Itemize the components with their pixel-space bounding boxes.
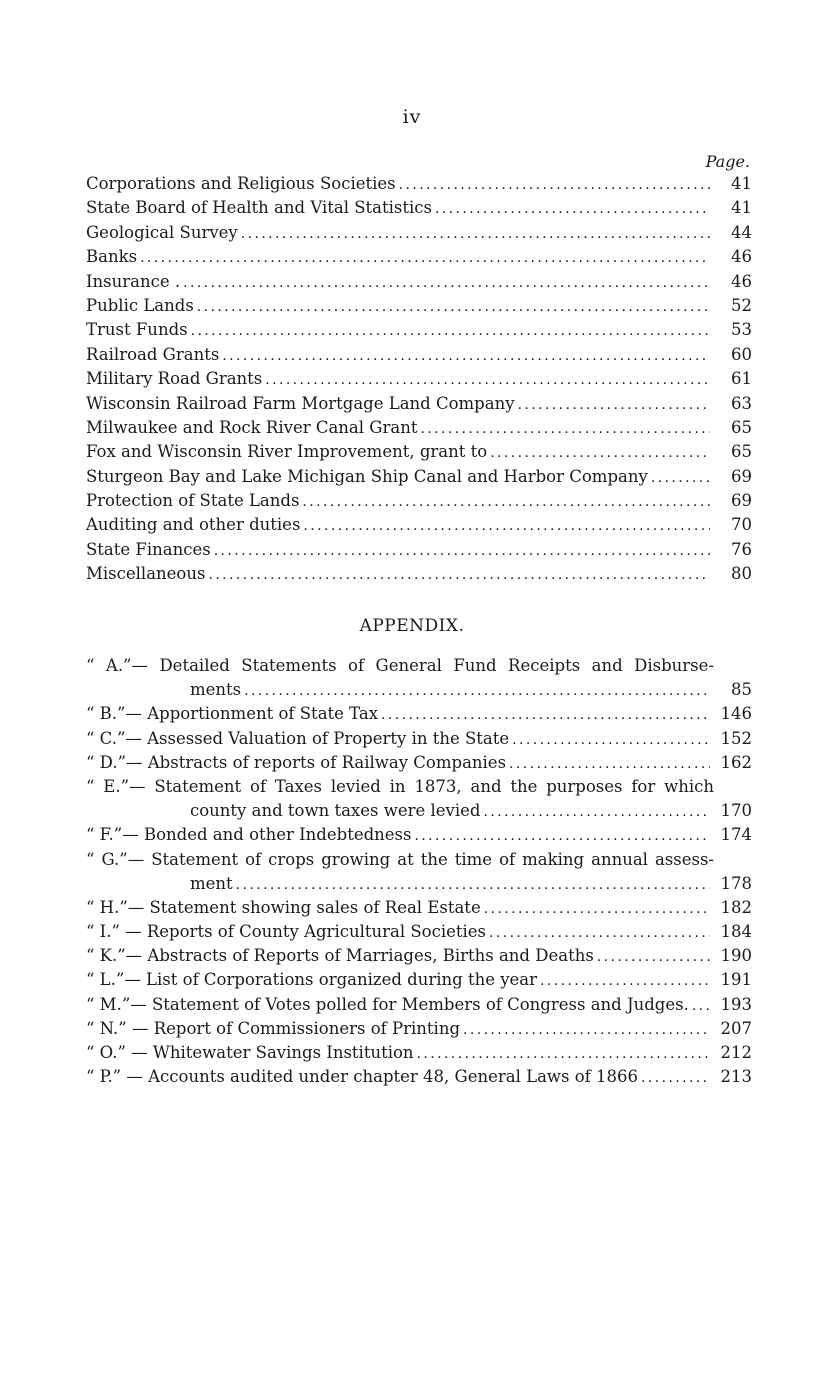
appendix-row <box>86 944 752 968</box>
dot-leader <box>214 539 710 563</box>
toc-row <box>86 489 752 513</box>
appendix-entry-page: 162 <box>720 752 752 772</box>
dot-leader <box>518 393 710 417</box>
toc-entry-label: Auditing and other duties <box>86 515 301 535</box>
toc-entry-label: Trust Funds <box>86 320 188 340</box>
table-of-contents <box>86 172 752 587</box>
appendix-entry-label: “ M.”— Statement of Votes polled for Members of Congress and Judges. <box>86 994 689 1014</box>
appendix-contents <box>86 654 752 1089</box>
toc-entry-label: Insurance . <box>86 271 181 291</box>
appendix-entry-label: “ D.”— Abstracts of reports of Railway Companies <box>86 752 507 772</box>
appendix-entry-page: 85 <box>731 680 752 700</box>
toc-entry-label: Public Lands <box>86 295 194 315</box>
appendix-entry-label: “ H.”— Statement showing sales of Real Estate <box>86 897 481 917</box>
toc-row <box>86 221 752 245</box>
appendix-row <box>86 872 752 896</box>
toc-row <box>86 440 752 464</box>
toc-entry-page: 70 <box>731 515 752 535</box>
dot-leader <box>509 752 710 776</box>
toc-row <box>86 294 752 318</box>
appendix-row <box>86 993 752 1017</box>
dot-leader <box>208 563 710 587</box>
appendix-row <box>86 968 752 992</box>
toc-entry-page: 69 <box>731 466 752 486</box>
dot-leader <box>597 945 710 969</box>
toc-entry-page: 76 <box>731 539 752 559</box>
dot-leader <box>241 222 710 246</box>
dot-leader <box>244 679 710 703</box>
toc-entry-page: 52 <box>731 295 752 315</box>
appendix-row <box>86 823 752 847</box>
appendix-row <box>86 702 752 726</box>
appendix-entry-label: “ B.”— Apportionment of State Tax <box>86 704 379 724</box>
appendix-entry-label: “ O.” — Whitewater Savings Institution <box>86 1043 414 1062</box>
dot-leader <box>540 969 710 993</box>
toc-row <box>86 245 752 269</box>
dot-leader <box>191 319 710 343</box>
appendix-entry-page: 170 <box>720 801 752 821</box>
toc-entry-label: Geological Survey <box>86 222 238 242</box>
dot-leader <box>417 1042 710 1066</box>
appendix-entry-page: 184 <box>720 922 752 942</box>
page-column-label: Page. <box>705 152 750 171</box>
dot-leader <box>463 1018 710 1042</box>
appendix-row <box>86 727 752 751</box>
toc-row <box>86 416 752 440</box>
appendix-entry-label: “ N.” — Report of Commissioners of Printing <box>86 1018 461 1038</box>
appendix-entry-page: 146 <box>720 704 752 724</box>
appendix-entry-label: “ G.”— Statement of crops growing at the time of making annual assess- <box>86 849 714 869</box>
appendix-entry-label: “ F.”— Bonded and other Indebtedness <box>86 825 412 845</box>
dot-leader <box>302 490 710 514</box>
toc-entry-label: Railroad Grants <box>86 344 220 364</box>
appendix-entry-label: “ E.”— Statement of Taxes levied in 1873, and the purposes for which <box>86 776 714 796</box>
toc-entry-label: Sturgeon Bay and Lake Michigan Ship Canal and Harbor Company <box>86 466 648 486</box>
dot-leader <box>490 441 710 465</box>
toc-entry-label: Milwaukee and Rock River Canal Grant <box>86 417 418 437</box>
toc-row <box>86 367 752 391</box>
appendix-row <box>86 920 752 944</box>
appendix-row <box>86 1017 752 1041</box>
toc-entry-page: 65 <box>731 442 752 462</box>
appendix-entry-label: “ C.”— Assessed Valuation of Property in the State <box>86 728 510 748</box>
dot-leader <box>484 897 710 921</box>
dot-leader <box>641 1066 710 1090</box>
dot-leader <box>381 703 710 727</box>
toc-row <box>86 343 752 367</box>
toc-row <box>86 465 752 489</box>
appendix-row <box>86 896 752 920</box>
appendix-entry-label: “ A.”— Detailed Statements of General Fund Receipts and Disburse- <box>86 656 714 675</box>
appendix-entry-label: “ I.” — Reports of County Agricultural Societies <box>86 922 487 942</box>
appendix-entry-label: ment <box>190 873 233 893</box>
appendix-entry-label: “ L.”— List of Corporations organized during the year <box>86 970 538 990</box>
toc-entry-page: 41 <box>731 198 752 218</box>
dot-leader <box>692 994 710 1018</box>
dot-leader <box>265 368 710 392</box>
appendix-row <box>86 775 752 799</box>
toc-entry-label: Miscellaneous <box>86 564 206 584</box>
appendix-entry-page: 212 <box>720 1043 752 1062</box>
appendix-row <box>86 848 752 872</box>
dot-leader <box>435 197 710 221</box>
dot-leader <box>512 728 710 752</box>
appendix-entry-page: 207 <box>720 1018 752 1038</box>
appendix-entry-page: 182 <box>720 897 752 917</box>
dot-leader <box>183 271 710 295</box>
page-number: iv <box>402 106 422 128</box>
appendix-entry-page: 152 <box>720 728 752 748</box>
appendix-entry-page: 174 <box>720 825 752 845</box>
toc-row <box>86 562 752 586</box>
toc-entry-label: State Board of Health and Vital Statistics <box>86 198 432 218</box>
dot-leader <box>483 800 710 824</box>
appendix-row <box>86 678 752 702</box>
toc-entry-label: Protection of State Lands <box>86 491 300 511</box>
toc-entry-label: Banks <box>86 247 138 267</box>
dot-leader <box>420 417 710 441</box>
appendix-entry-label: “ P.” — Accounts audited under chapter 48, General Laws of 1866 <box>86 1067 639 1087</box>
toc-entry-page: 53 <box>731 320 752 340</box>
toc-entry-page: 41 <box>731 174 752 193</box>
toc-row <box>86 318 752 342</box>
appendix-row <box>86 1065 752 1089</box>
toc-entry-page: 69 <box>731 491 752 511</box>
toc-row <box>86 538 752 562</box>
dot-leader <box>236 873 710 897</box>
toc-row <box>86 392 752 416</box>
appendix-row <box>86 654 752 678</box>
dot-leader <box>222 344 710 368</box>
toc-entry-page: 80 <box>731 564 752 584</box>
toc-entry-label: State Finances <box>86 539 211 559</box>
toc-entry-page: 61 <box>731 369 752 389</box>
appendix-entry-label: ments <box>190 680 242 700</box>
dot-leader <box>489 921 710 945</box>
toc-entry-page: 60 <box>731 344 752 364</box>
dot-leader <box>414 824 710 848</box>
appendix-entry-page: 193 <box>720 994 752 1014</box>
appendix-entry-page: 178 <box>720 873 752 893</box>
appendix-row <box>86 1041 752 1065</box>
toc-entry-label: Wisconsin Railroad Farm Mortgage Land Company <box>86 393 515 413</box>
appendix-entry-label: “ K.”— Abstracts of Reports of Marriages, Births and Deaths <box>86 946 594 966</box>
toc-entry-page: 65 <box>731 417 752 437</box>
toc-entry-page: 46 <box>731 247 752 267</box>
toc-row <box>86 270 752 294</box>
appendix-entry-label: county and town taxes were levied <box>190 801 481 821</box>
toc-row <box>86 513 752 537</box>
toc-entry-page: 44 <box>731 222 752 242</box>
appendix-row <box>86 751 752 775</box>
appendix-entry-page: 191 <box>720 970 752 990</box>
toc-row <box>86 196 752 220</box>
appendix-heading: APPENDIX. <box>359 616 465 636</box>
toc-entry-label: Corporations and Religious Societies <box>86 174 396 193</box>
toc-entry-page: 63 <box>731 393 752 413</box>
dot-leader <box>399 173 710 197</box>
appendix-entry-page: 190 <box>720 946 752 966</box>
dot-leader <box>140 246 710 270</box>
appendix-entry-page: 213 <box>720 1067 752 1087</box>
toc-entry-label: Fox and Wisconsin River Improvement, grant to <box>86 442 488 462</box>
toc-row <box>86 172 752 196</box>
dot-leader <box>303 514 710 538</box>
dot-leader <box>651 466 710 490</box>
toc-entry-page: 46 <box>731 271 752 291</box>
toc-entry-label: Military Road Grants <box>86 369 263 389</box>
dot-leader <box>197 295 710 319</box>
appendix-row <box>86 799 752 823</box>
